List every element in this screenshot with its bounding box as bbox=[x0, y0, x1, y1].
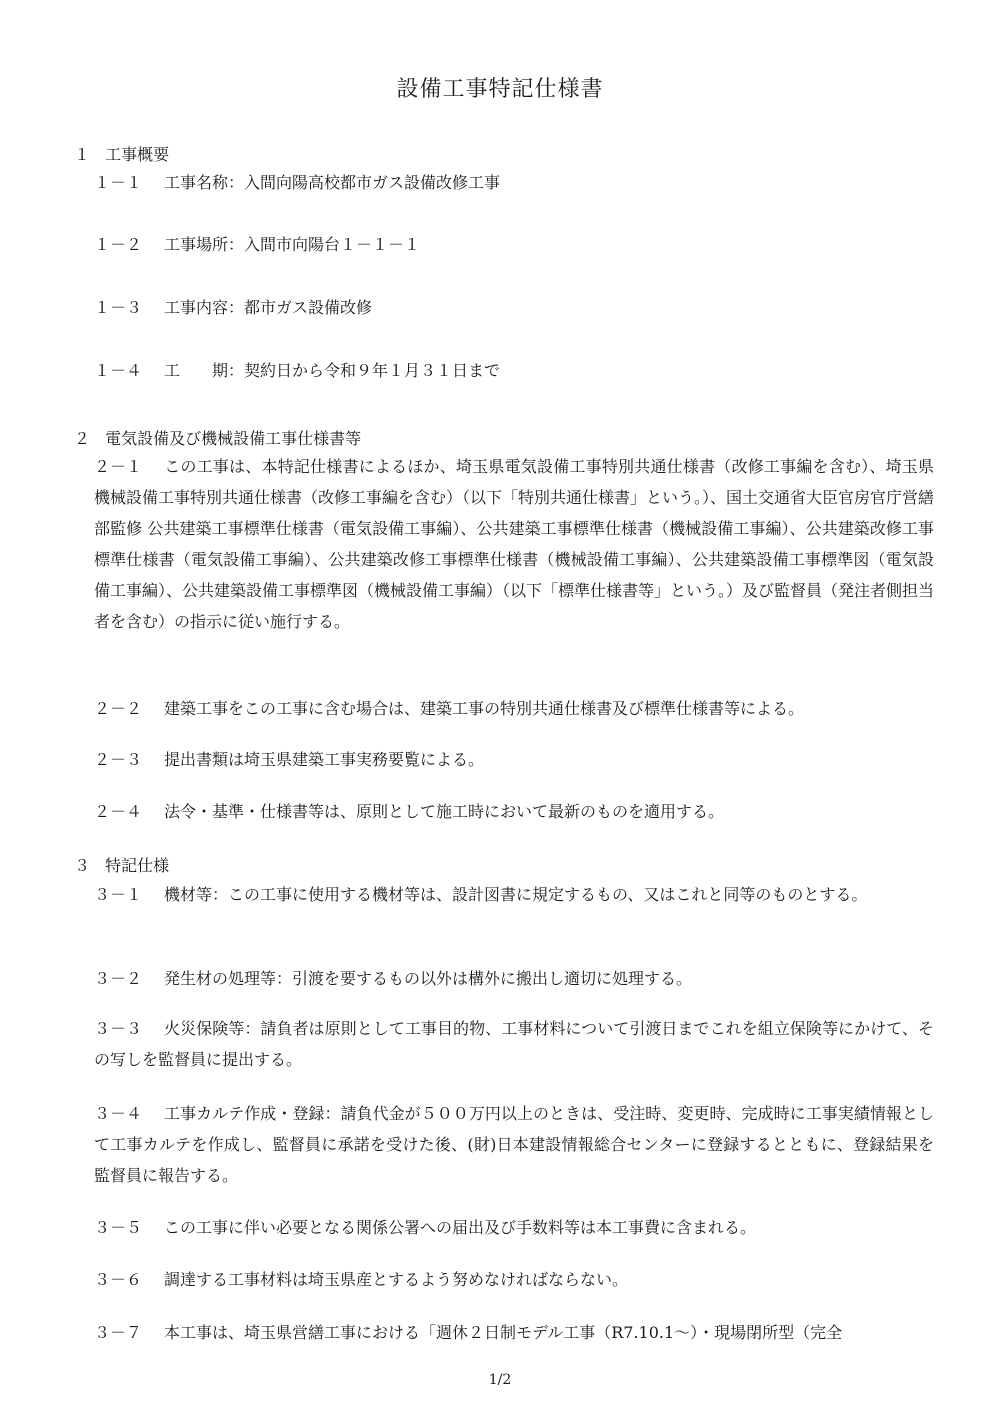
item-number: １－３ bbox=[94, 298, 143, 317]
item-number: ２－１ bbox=[94, 457, 143, 476]
item-text: 工事場所：入間市向陽台１－１－１ bbox=[164, 235, 421, 254]
item-text: 発生材の処理等：引渡を要するもの以外は構外に搬出し適切に処理する。 bbox=[164, 969, 693, 988]
section-heading-1 bbox=[74, 142, 169, 165]
list-item bbox=[94, 879, 934, 910]
section-title: 工事概要 bbox=[105, 145, 170, 164]
list-item bbox=[94, 1216, 934, 1240]
item-number: ３－５ bbox=[94, 1218, 143, 1237]
section-number: ３ bbox=[74, 856, 91, 875]
item-text: この工事に伴い必要となる関係公署への届出及び手数料等は本工事費に含まれる。 bbox=[164, 1218, 757, 1237]
list-item bbox=[94, 1321, 934, 1345]
item-text: この工事は、本特記仕様書によるほか、埼玉県電気設備工事特別共通仕様書（改修工事編を含む）、埼玉県機械設備工事特別共通仕様書（改修工事編を含む）（以下「特別共通仕様書」という。）、国土交通省大臣官房官庁営繕部監修 公共建築工事標準仕様書（電気設備工事編）、公共建築工事標準仕様書（機械設備工事編）、公共建築改修工事標準仕様書（電気設備工事編）、公共建築改修工事標準仕様書（機械設備工事編）、公共建築設備工事標準図（電気設備工事編）、公共建築設備工事標準図（機械設備工事編）（以下「標準仕様書等」という。）及び監督員（発注者側担当者を含む）の指示に従い施行する。 bbox=[94, 457, 935, 631]
item-text: 建築工事をこの工事に含む場合は、建築工事の特別共通仕様書及び標準仕様書等による。 bbox=[164, 699, 805, 718]
item-text: 法令・基準・仕様書等は、原則として施工時において最新のものを適用する。 bbox=[164, 802, 725, 821]
item-number: １－２ bbox=[94, 235, 143, 254]
section-title: 電気設備及び機械設備工事仕様書等 bbox=[105, 429, 362, 448]
list-item bbox=[94, 1098, 934, 1191]
list-item bbox=[94, 800, 934, 824]
list-item bbox=[94, 296, 934, 320]
list-item bbox=[94, 1013, 934, 1075]
document-title: 設備工事特記仕様書 bbox=[396, 77, 604, 102]
list-item bbox=[94, 967, 934, 991]
item-number: １－１ bbox=[94, 173, 143, 192]
section-heading-3 bbox=[74, 853, 169, 876]
item-number: ２－３ bbox=[94, 750, 143, 769]
section-heading-2 bbox=[74, 426, 361, 449]
list-item bbox=[94, 1268, 934, 1292]
list-item bbox=[94, 748, 934, 772]
item-number: ２－２ bbox=[94, 699, 143, 718]
item-number: ２－４ bbox=[94, 802, 143, 821]
item-number: ３－３ bbox=[94, 1019, 143, 1038]
item-number: ３－６ bbox=[94, 1270, 143, 1289]
item-text: 工事内容：都市ガス設備改修 bbox=[164, 298, 373, 317]
item-text: 調達する工事材料は埼玉県産とするよう努めなければならない。 bbox=[164, 1270, 629, 1289]
list-item bbox=[94, 451, 934, 637]
item-text: 工 期：契約日から令和９年１月３１日まで bbox=[164, 361, 501, 380]
item-text: 火災保険等：請負者は原則として工事目的物、工事材料について引渡日までこれを組立保険等にかけて、その写しを監督員に提出する。 bbox=[94, 1019, 934, 1069]
item-text: 提出書類は埼玉県建築工事実務要覧による。 bbox=[164, 750, 485, 769]
section-number: １ bbox=[74, 145, 91, 164]
section-number: ２ bbox=[74, 429, 91, 448]
item-number: ３－４ bbox=[94, 1104, 143, 1123]
item-number: ３－７ bbox=[94, 1323, 143, 1342]
item-text: 本工事は、埼玉県営繕工事における「週休２日制モデル工事（R7.10.1～）・現場閉所型（完全 bbox=[164, 1323, 843, 1342]
item-text: 工事名称：入間向陽高校都市ガス設備改修工事 bbox=[164, 173, 501, 192]
list-item bbox=[94, 233, 934, 257]
item-number: ３－１ bbox=[94, 885, 143, 904]
item-number: ３－２ bbox=[94, 969, 143, 988]
page-number: 1/2 bbox=[488, 1372, 512, 1388]
section-title: 特記仕様 bbox=[105, 856, 170, 875]
item-number: １－４ bbox=[94, 361, 143, 380]
item-text: 機材等：この工事に使用する機材等は、設計図書に規定するもの、又はこれと同等のものとする。 bbox=[164, 885, 868, 904]
list-item bbox=[94, 359, 934, 383]
list-item bbox=[94, 171, 934, 195]
item-text: 工事カルテ作成・登録：請負代金が５００万円以上のときは、受注時、変更時、完成時に工事実績情報として工事カルテを作成し、監督員に承諾を受けた後、(財)日本建設情報総合センターに登録するとともに、登録結果を監督員に報告する。 bbox=[94, 1104, 934, 1185]
list-item bbox=[94, 697, 934, 721]
